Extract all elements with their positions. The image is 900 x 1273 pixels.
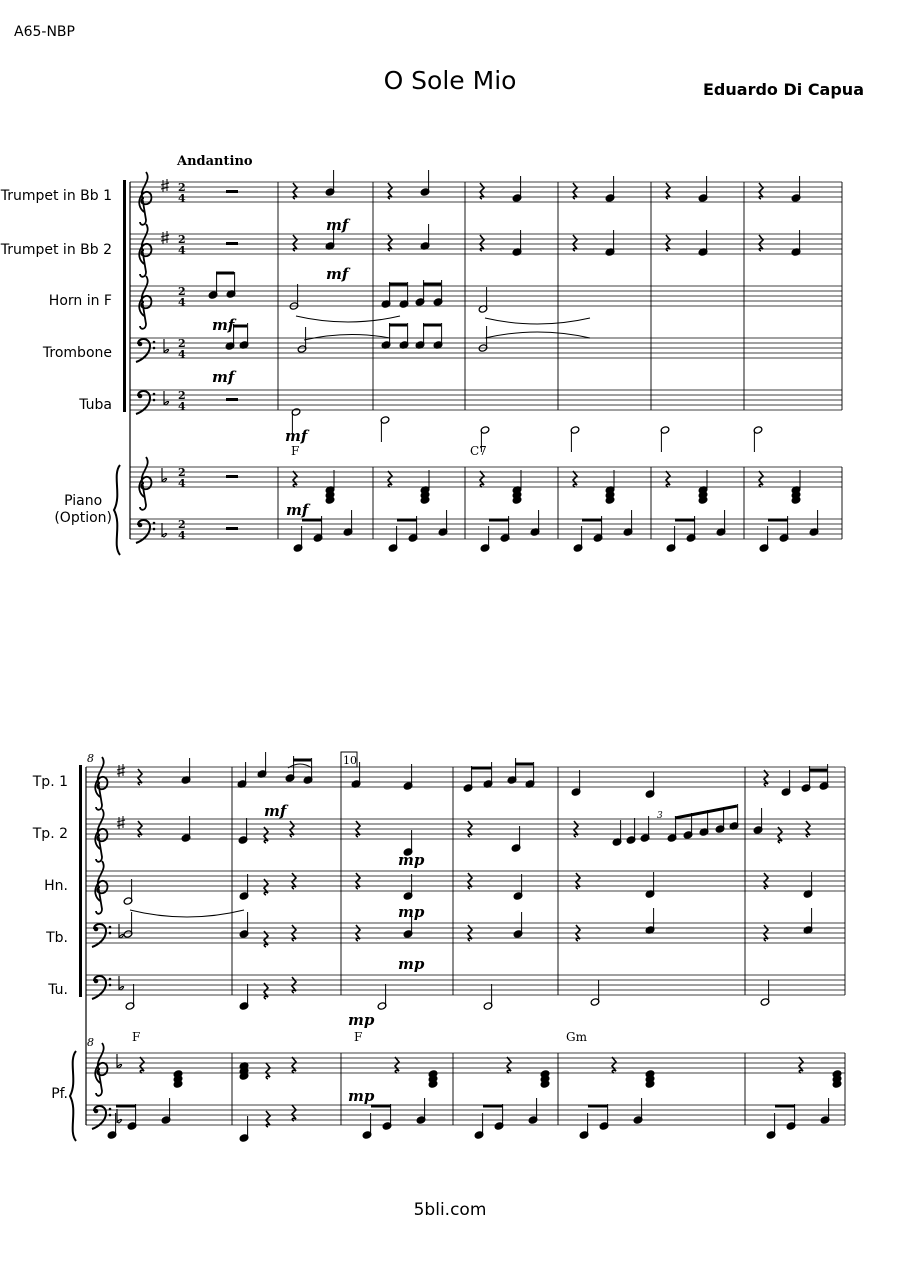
quarter-rest-icon bbox=[759, 471, 763, 487]
dynamic-mf: mf bbox=[212, 316, 235, 334]
time-signature-top: 2 bbox=[178, 466, 186, 479]
time-signature-bottom: 4 bbox=[178, 529, 186, 542]
flat-icon bbox=[162, 523, 167, 537]
quarter-rest-icon bbox=[264, 983, 268, 999]
beam bbox=[675, 806, 737, 818]
dynamic-mf: mf bbox=[326, 216, 349, 234]
quarter-rest-icon bbox=[480, 235, 484, 251]
quarter-rest-icon bbox=[666, 235, 670, 251]
quarter-rest-icon bbox=[293, 471, 297, 487]
time-signature-bottom: 4 bbox=[178, 244, 186, 257]
treble-clef-icon bbox=[95, 809, 107, 862]
score-title: O Sole Mio bbox=[383, 66, 517, 95]
quarter-rest-icon bbox=[507, 1057, 511, 1073]
bass-clef-icon bbox=[136, 339, 155, 362]
composer-name: Eduardo Di Capua bbox=[703, 80, 864, 99]
quarter-rest-icon bbox=[388, 471, 392, 487]
bass-clef-icon bbox=[92, 924, 111, 947]
instrument-name-trumpet1: Trumpet in Bb 1 bbox=[0, 188, 112, 204]
quarter-rest-icon bbox=[612, 1057, 616, 1073]
whole-rest bbox=[226, 527, 238, 530]
sharp-icon bbox=[161, 179, 169, 192]
flat-icon bbox=[119, 976, 124, 990]
time-signature-bottom: 4 bbox=[178, 192, 186, 205]
whole-rest bbox=[226, 242, 238, 245]
quarter-rest-icon bbox=[778, 827, 782, 843]
time-signature-top: 2 bbox=[178, 518, 186, 531]
treble-clef-icon bbox=[95, 1043, 107, 1096]
score-code: A65-NBP bbox=[14, 24, 75, 40]
instrument-abbr-tp2: Tp. 2 bbox=[32, 826, 68, 842]
chord-symbol: C7 bbox=[470, 444, 487, 458]
time-signature-top: 2 bbox=[178, 285, 186, 298]
instrument-abbr-tu: Tu. bbox=[48, 982, 68, 998]
instrument-abbr-pf: Pf. bbox=[51, 1086, 68, 1102]
chord-symbol: F bbox=[291, 444, 300, 458]
piano-brace-icon-1 bbox=[114, 465, 120, 555]
sharp-icon bbox=[161, 231, 169, 244]
flat-icon bbox=[164, 391, 169, 405]
quarter-rest-icon bbox=[388, 183, 392, 199]
dynamic-mp: mp bbox=[348, 1011, 375, 1029]
measure-number: 8 bbox=[87, 752, 94, 765]
tempo-marking: Andantino bbox=[177, 154, 253, 169]
quarter-rest-icon bbox=[573, 235, 577, 251]
chord-symbol: F bbox=[354, 1030, 363, 1044]
time-signature-top: 2 bbox=[178, 233, 186, 246]
dynamic-mf: mf bbox=[212, 368, 235, 386]
quarter-rest-icon bbox=[264, 931, 268, 947]
measure-number: 8 bbox=[87, 1036, 94, 1049]
whole-rest bbox=[226, 190, 238, 193]
treble-clef-icon bbox=[139, 224, 151, 277]
treble-clef-icon bbox=[139, 276, 151, 329]
slur bbox=[485, 318, 590, 324]
time-signature-bottom: 4 bbox=[178, 348, 186, 361]
dynamic-mp: mp bbox=[398, 955, 425, 973]
piano-label-line2: (Option) bbox=[54, 510, 112, 526]
piano-brace-icon-2 bbox=[70, 1051, 76, 1141]
slur bbox=[130, 910, 244, 917]
time-signature-top: 2 bbox=[178, 389, 186, 402]
quarter-rest-icon bbox=[759, 183, 763, 199]
instrument-name-tuba: Tuba bbox=[79, 397, 112, 413]
flat-icon bbox=[164, 339, 169, 353]
chord-symbol: F bbox=[132, 1030, 141, 1044]
slur bbox=[296, 316, 400, 322]
treble-clef-icon bbox=[95, 757, 107, 810]
quarter-rest-icon bbox=[264, 879, 268, 895]
instrument-abbr-tb: Tb. bbox=[46, 930, 68, 946]
quarter-rest-icon bbox=[293, 235, 297, 251]
quarter-rest-icon bbox=[388, 235, 392, 251]
flat-icon bbox=[119, 924, 124, 938]
chord-symbol: Gm bbox=[566, 1030, 587, 1044]
slur bbox=[304, 334, 390, 340]
whole-rest bbox=[226, 475, 238, 478]
whole-rest bbox=[226, 398, 238, 401]
quarter-rest-icon bbox=[799, 1057, 803, 1073]
piano-label-line1: Piano bbox=[64, 493, 103, 509]
bass-clef-icon bbox=[136, 391, 155, 414]
dynamic-mp: mp bbox=[348, 1087, 375, 1105]
rehearsal-mark: 10 bbox=[343, 754, 357, 767]
instrument-name-trumpet2: Trumpet in Bb 2 bbox=[0, 242, 112, 258]
footer-site: 5bli.com bbox=[413, 1200, 487, 1220]
quarter-rest-icon bbox=[292, 1057, 296, 1073]
instrument-name-trombone: Trombone bbox=[42, 345, 112, 361]
treble-clef-icon bbox=[95, 861, 107, 914]
quarter-rest-icon bbox=[293, 183, 297, 199]
sharp-icon bbox=[117, 764, 125, 777]
quarter-rest-icon bbox=[292, 1105, 296, 1121]
tuplet-number: 3 bbox=[657, 811, 663, 821]
bass-clef-icon bbox=[136, 520, 155, 543]
quarter-rest-icon bbox=[573, 471, 577, 487]
quarter-rest-icon bbox=[264, 827, 268, 843]
quarter-rest-icon bbox=[480, 183, 484, 199]
dynamic-mf: mf bbox=[285, 427, 308, 445]
group-bracket bbox=[79, 765, 82, 997]
dynamic-mp: mp bbox=[398, 903, 425, 921]
time-signature-bottom: 4 bbox=[178, 477, 186, 490]
dynamic-mf: mf bbox=[326, 265, 349, 283]
quarter-rest-icon bbox=[666, 183, 670, 199]
time-signature-top: 2 bbox=[178, 181, 186, 194]
slur bbox=[288, 764, 312, 768]
quarter-rest-icon bbox=[764, 770, 768, 786]
quarter-rest-icon bbox=[666, 471, 670, 487]
dynamic-mf: mf bbox=[264, 802, 287, 820]
bass-clef-icon bbox=[92, 1106, 111, 1129]
flat-icon bbox=[162, 468, 167, 482]
instrument-abbr-hn: Hn. bbox=[44, 878, 68, 894]
time-signature-top: 2 bbox=[178, 337, 186, 350]
instrument-abbr-tp1: Tp. 1 bbox=[32, 774, 68, 790]
dynamic-mf: mf bbox=[286, 501, 309, 519]
treble-clef-icon bbox=[139, 457, 151, 510]
quarter-rest-icon bbox=[759, 235, 763, 251]
slur bbox=[485, 332, 590, 338]
time-signature-bottom: 4 bbox=[178, 400, 186, 413]
group-bracket bbox=[123, 180, 126, 412]
flat-icon bbox=[117, 1109, 122, 1123]
quarter-rest-icon bbox=[266, 1063, 270, 1079]
time-signature-bottom: 4 bbox=[178, 296, 186, 309]
sharp-icon bbox=[117, 816, 125, 829]
quarter-rest-icon bbox=[480, 471, 484, 487]
dynamic-mp: mp bbox=[398, 851, 425, 869]
instrument-name-horn: Horn in F bbox=[48, 293, 112, 309]
treble-clef-icon bbox=[139, 172, 151, 225]
quarter-rest-icon bbox=[573, 183, 577, 199]
quarter-rest-icon bbox=[395, 1057, 399, 1073]
flat-icon bbox=[117, 1054, 122, 1068]
bass-clef-icon bbox=[92, 976, 111, 999]
quarter-rest-icon bbox=[140, 1057, 144, 1073]
quarter-rest-icon bbox=[266, 1111, 270, 1127]
